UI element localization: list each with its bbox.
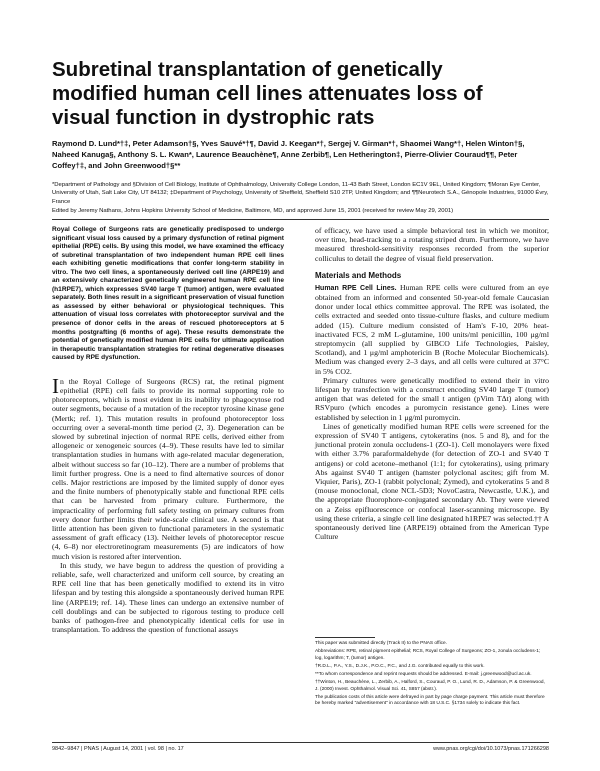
footer-doi-link[interactable]: www.pnas.org/cgi/doi/10.1073/pnas.171266298 — [433, 746, 549, 752]
section-heading-methods: Materials and Methods — [315, 270, 402, 280]
intro-paragraph-1-text: n the Royal College of Surgeons (RCS) rat, the retinal pigment epithelial (RPE) cell fails to provide its normal supporting role to photoreceptors, which is most evident in its inability to phagocytose rod outer segments, because of a mutation of the receptor tyrosine kinase gene (Mertk; ref. 1). This mutation results in profound photoreceptor loss occurring over a several-month time period (2, 3). Degeneration can be slowed by subretinal injection of normal RPE cells, derived either from allogeneic or xenogeneic sources (4–9). These results have led to similar transplantation studies in humans with age-related macular degeneration, albeit without success so far (10–12). There are a number of problems that limit further progress. One is a need to find alternative sources of donor cells. Major restrictions are imposed by the limited supply of donor eyes and the finite numbers of phenotypically stable and functional RPE cells that can be harvested from primary culture. Furthermore, the impracticality of performing full safety testing on primary cultures from every donor further limits their wide-scale clinical use. A second is that little attention has been given to functional parameters in the systematic assessment of graft efficacy (13). Neither levels of photoreceptor rescue (4, 6–8) nor electroretinogram measurements (5) are indicators of how much vision is restored after intervention. — [52, 376, 284, 561]
footnote-equal-contribution: †R.D.L., P.A., Y.S., D.J.K., P.O.C., P.C., and J.G. contributed equally to this work. — [315, 663, 485, 669]
footnote-correspondence: **To whom correspondence and reprint requests should be addressed. E-mail: j.greenwood@ucl.ac.uk. — [315, 672, 532, 678]
footnote-publication-costs: The publication costs of this article were defrayed in part by page charge payment. This article must therefore be hereby marked "advertisement" in accordance with 18 U.S.C. §1734 solely to indicate this fact. — [315, 695, 545, 707]
footnote-rule — [315, 637, 375, 638]
methods-paragraph-1-text: Human RPE cells were cultured from an eye obtained from an informed and consented 50-year-old female Caucasian donor under local ethics committee approval. The RPE was isolated, the cells extracted and seeded onto tissue-culture flasks, and culture medium added (15). Culture medium consisted of Ham's F-10, 20% heat-inactivated FCS, 2 mM L-glutamine, 100 units/ml penicillin, 100 μg/ml streptomycin (all supplied by GIBCO Life Technologies, Paisley, Scotland), and 1 μg/ml amphotericin B (Roche Molecular Biochemicals). Medium was changed every 2–3 days, and all cells were cultured at 37°C in 5% CO2. — [315, 282, 549, 376]
methods-paragraph-2: Primary cultures were genetically modified to extend their in vitro lifespan by transfection with a construct encoding SV40 large T (tumor) antigen that was deleted for the small t antigen (pVim TΔt) along with RSVpuro (which encodes a puromycin resistance gene). Lines were established by selection in 1 μg/ml puromycin. — [315, 375, 549, 422]
edited-by-line: Edited by Jeremy Nathans, Johns Hopkins University School of Medicine, Baltimore, MD, and approved June 15, 2001 (received for review May 29, 2001) — [52, 208, 454, 214]
affiliations: *Department of Pathology and §Division of Cell Biology, Institute of Ophthalmology, University College London, 11-43 Bath Street, London EC1V 9EL, United Kingdom; ¶Moran Eye Center, University of Utah, Salt Lake City, UT 84132; ‡Department of Psychology, University of Sheffield, Sheffield S10 2TP, United Kingdom; and ¶¶Neurotech S.A., Génopole Industries, 91000 Évry, France — [52, 182, 549, 205]
footer-rule — [52, 742, 549, 743]
methods-paragraph-1 — [315, 283, 549, 376]
paper-title: Subretinal transplantation of genetically modified human cell lines attenuates loss of visual function in dystrophic rats — [52, 58, 483, 129]
intro-paragraph-2: In this study, we have begun to address the question of providing a reliable, safe, well characterized and uniform cell source, by creating an RPE cell line that has been genetically modified to extend its in vitro lifespan and by testing this alongside a spontaneously derived human RPE line (ARPE19; ref. 14). These lines can undergo an extensive number of cell doublings and can be subjected to rigorous testing to produce cell banks of pathogen-free and phenotypically identical cells for use in transplantation. To address the question of functional assays — [52, 560, 284, 635]
author-list: Raymond D. Lund*†‡, Peter Adamson†§, Yves Sauvé*†¶, David J. Keegan*†, Sergej V. Girman*†, Shaomei Wang*†, Helen Winton†§, Naheed Kanuga§, Anthony S. L. Kwan*, Laurence Beauchène¶, Anne Zerbib¶, Len Hetherington‡, Pierre-Olivier Couraud¶¶, Peter Coffey†‡, and John Greenwood†§** — [52, 139, 525, 170]
right-column — [315, 226, 549, 542]
methods-paragraph-3: Lines of genetically modified human RPE cells were screened for the expression of SV40 T antigens, cytokeratins (nos. 5 and 8), and for the junctional protein zonula occludens-1 (ZO-1). Cell monolayers were fixed with either 3.7% paraformaldehyde (for detection of ZO-1 and SV40 T antigens) or cold acetone–methanol (1:1; for cytokeratins), using primary Abs against SV40 T antigen (hamster polyclonal ascites; gift from M. Viquier, Paris), ZO-1 (rabbit polyclonal; Zymed), and cytokeratins 5 and 8 (mouse monoclonal, clone NCL-5D3; NovoCastra, Newcastle, U.K.), and the appropriate fluorophore-conjugated secondary Ab. They were viewed on a Zeiss epifluorescence or confocal laser-scanning microscope. By using these criteria, a single cell line designated h1RPE7 was selected.†† A spontaneously derived line (ARPE19) obtained from the American Type Culture — [315, 421, 549, 542]
footnote-abbreviations: Abbreviations: RPE, retinal pigment epithelial; RCS, Royal College of Surgeons; ZO-1, zonula occludens-1; log, logarithm; T, (tumor) antigen. — [315, 649, 541, 661]
footnote-track: This paper was submitted directly (Track II) to the PNAS office. — [315, 641, 447, 646]
footnotes — [315, 637, 549, 710]
drop-cap: I — [52, 373, 59, 398]
footnote-abstract-reference: ††Winton, H., Beauchène, L., Zerbib, A., Halford, S., Couraud, P. O., Lund, R. D., Adamson, P. & Greenwood, J. (2000) Invest. Ophthalmol. Visual Sci. 41, S857 (abstr.). — [315, 680, 545, 692]
intro-continuation: of efficacy, we have used a simple behavioral test in which we monitor, over time, head-tracking to a rotating striped drum. Furthermore, we have measured threshold-sensitivity responses recorded from the superior colliculus to detail the degree of visual field preservation. — [315, 226, 549, 263]
abstract: Royal College of Surgeons rats are genetically predisposed to undergo significant visual loss caused by a primary dysfunction of retinal pigment epithelial (RPE) cells. By using this model, we have examined the efficacy of subretinal transplantation of two independent human RPE cell lines each exhibiting genetic modifications that confer long-term stability in vitro. The two cell lines, a spontaneously derived cell line (ARPE19) and an extensively characterized genetically engineered human RPE cell line (h1RPE7), which expresses SV40 large T (tumor) antigen, were evaluated separately. Both lines result in a significant preservation of visual function as assessed by either behavioral or physiological techniques. This attenuation of visual loss correlates with photoreceptor survival and the presence of donor cells in the areas of rescued photoreceptors at 5 months postgrafting (6 months of age). These results demonstrate the potential of genetically modified human RPE cells for ultimate application in therapeutic transplantation strategies for retinal degenerative diseases caused by RPE dysfunction. — [52, 226, 284, 362]
intro-paragraph-1 — [52, 373, 284, 561]
page-footer — [52, 746, 549, 752]
run-in-heading: Human RPE Cell Lines. — [315, 284, 397, 292]
footer-citation: 9842–9847 | PNAS | August 14, 2001 | vol. 98 | no. 17 — [52, 746, 184, 752]
header-rule — [52, 219, 549, 220]
left-column — [52, 226, 284, 634]
